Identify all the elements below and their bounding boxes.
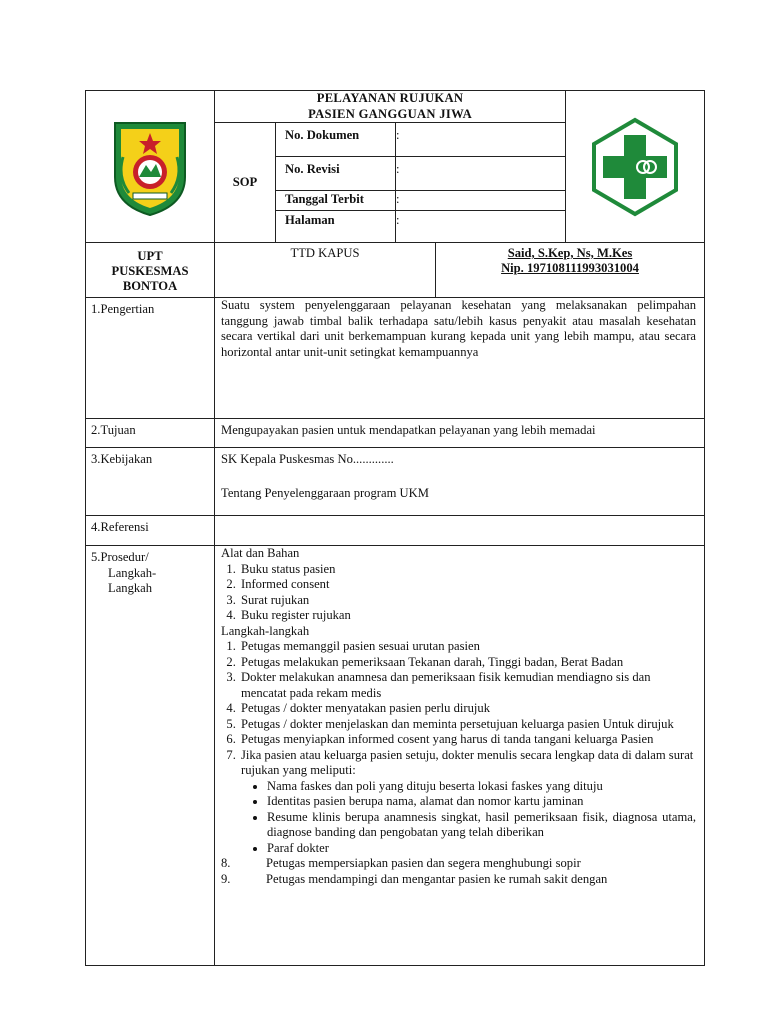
section-body-kebijakan xyxy=(215,448,705,516)
sop-label: SOP xyxy=(215,123,276,243)
list-item: 5. Petugas / dokter menjelaskan dan meminta persetujuan keluarga pasien Untuk dirujuk xyxy=(239,717,696,733)
meta-value-tanggal-terbit: : xyxy=(396,191,566,211)
meta-label-halaman: Halaman xyxy=(276,211,396,243)
section-body-prosedur xyxy=(215,546,705,966)
list-item: 6. Petugas menyiapkan informed cosent yang harus di tanda tangani keluarga Pasien xyxy=(239,732,696,748)
section-label-tujuan: 2.Tujuan xyxy=(86,419,215,448)
document-title xyxy=(215,91,566,123)
list-item: 2. Informed consent xyxy=(239,577,696,593)
org-line-3: BONTOA xyxy=(122,279,178,293)
section-body-pengertian: Suatu system penyelenggaraan pelayanan kesehatan yang melaksanakan pelimpahan tanggung jawab timbal balik terhadapa satu/lebih kasus penyakit atau masalah kesehatan secara vertikal dari unit berkemampuan kurang kepada unit yang lebih mampu, atau secara horizontal antar unit-unit setingkat kemampuannya xyxy=(215,298,705,419)
right-logo-cell xyxy=(566,91,705,243)
step-8-text: Petugas mempersiapkan pasien dan segera menghubungi sopir xyxy=(266,856,581,870)
bullet-item: • Paraf dokter xyxy=(267,841,696,857)
meta-value-halaman: : xyxy=(396,211,566,243)
ttd-kapus: TTD KAPUS xyxy=(215,243,436,298)
step-9 xyxy=(221,872,696,888)
signature-block xyxy=(436,243,705,298)
prosedur-label-2: Langkah- xyxy=(108,565,157,580)
org-line-1: UPT xyxy=(137,249,163,263)
list-item: 1. Petugas memanggil pasien sesuai urutan pasien xyxy=(239,639,696,655)
signer-name: Said, S.Kep, Ns, M.Kes xyxy=(507,246,633,260)
rujukan-contents-list xyxy=(221,779,696,857)
step-8 xyxy=(221,856,696,872)
list-item: 4. Buku register rujukan xyxy=(239,608,696,624)
bullet-item: • Nama faskes dan poli yang dituju beserta lokasi faskes yang dituju xyxy=(267,779,696,795)
list-item: 7. Jika pasien atau keluarga pasien setuju, dokter menulis secara lengkap data di dalam surat rujukan yang meliputi: xyxy=(239,748,696,779)
left-logo-cell xyxy=(86,91,215,243)
list-item: 1. Buku status pasien xyxy=(239,562,696,578)
org-line-2: PUSKESMAS xyxy=(111,264,189,278)
kebijakan-line-1: SK Kepala Puskesmas No............. xyxy=(221,452,394,466)
list-item: 4. Petugas / dokter menyatakan pasien perlu dirujuk xyxy=(239,701,696,717)
meta-label-no-dokumen: No. Dokumen xyxy=(276,123,396,157)
meta-value-no-revisi: : xyxy=(396,157,566,191)
list-item: 3. Surat rujukan xyxy=(239,593,696,609)
organization-name xyxy=(86,243,215,298)
prosedur-label-3: Langkah xyxy=(108,581,153,595)
step-9-number: 9. xyxy=(221,871,231,886)
alat-heading: Alat dan Bahan xyxy=(221,546,300,560)
meta-value-no-dokumen: : xyxy=(396,123,566,157)
regency-crest-icon xyxy=(111,117,189,217)
langkah-heading: Langkah-langkah xyxy=(221,623,310,638)
list-item: 2. Petugas melakukan pemeriksaan Tekanan darah, Tinggi badan, Berat Badan xyxy=(239,655,696,671)
langkah-list xyxy=(221,639,696,779)
puskesmas-cross-icon xyxy=(585,117,685,217)
section-label-kebijakan: 3.Kebijakan xyxy=(86,448,215,516)
signer-nip: Nip. 197108111993031004 xyxy=(501,261,639,275)
meta-label-no-revisi: No. Revisi xyxy=(276,157,396,191)
section-label-prosedur xyxy=(86,546,215,966)
section-label-pengertian: 1.Pengertian xyxy=(86,298,215,419)
section-body-referensi xyxy=(215,516,705,546)
sop-table xyxy=(85,90,705,966)
alat-list xyxy=(221,562,696,624)
section-body-tujuan: Mengupayakan pasien untuk mendapatkan pelayanan yang lebih memadai xyxy=(215,419,705,448)
bullet-item: • Identitas pasien berupa nama, alamat dan nomor kartu jaminan xyxy=(267,794,696,810)
section-label-referensi: 4.Referensi xyxy=(86,516,215,546)
list-item: 3. Dokter melakukan anamnesa dan pemeriksaan fisik kemudian mendiagno sis dan mencatat pada rekam medis xyxy=(239,670,696,701)
step-8-number: 8. xyxy=(221,856,231,870)
meta-label-tanggal-terbit: Tanggal Terbit xyxy=(276,191,396,211)
title-line-2: PASIEN GANGGUAN JIWA xyxy=(308,106,472,121)
step-9-text: Petugas mendampingi dan mengantar pasien ke rumah sakit dengan xyxy=(266,871,608,886)
kebijakan-line-2: Tentang Penyelenggaraan program UKM xyxy=(221,485,429,500)
bullet-item: • Resume klinis berupa anamnesis singkat, hasil pemeriksaan fisik, diagnosa utama, diagnose banding dan pengobatan yang telah diberikan xyxy=(267,810,696,841)
title-line-1: PELAYANAN RUJUKAN xyxy=(316,91,464,105)
prosedur-label-1: 5.Prosedur/ xyxy=(91,550,149,564)
